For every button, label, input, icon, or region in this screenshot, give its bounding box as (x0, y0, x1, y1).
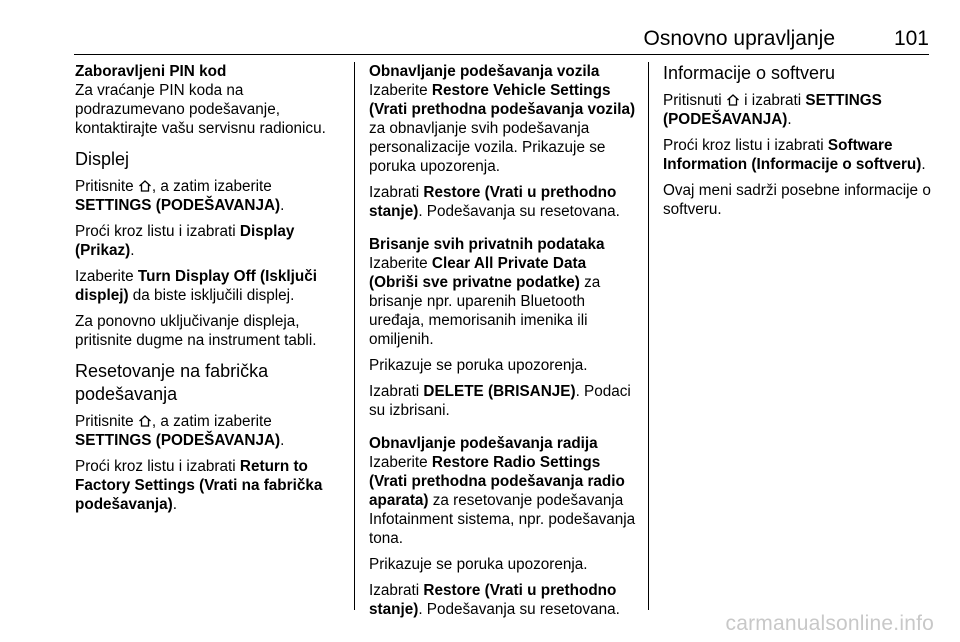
display-paragraph-1: Pritisnite , a zatim izaberite SETTINGS (PODEŠAVANJA). (75, 178, 285, 214)
column-middle (369, 62, 639, 626)
page-header (74, 24, 929, 55)
vehicle-heading: Obnavljanje podešavanja vozila (369, 63, 600, 80)
display-heading: Displej (75, 149, 130, 169)
software-paragraph-2: Proći kroz listu i izabrati Software Information (Informacije o softveru). (663, 137, 926, 173)
column-right (663, 62, 933, 226)
forgot-pin-heading: Zaboravljeni PIN kod (75, 63, 227, 80)
private-data-paragraph-2: Prikazuje se poruka upozorenja. (369, 357, 588, 374)
private-data-heading: Brisanje svih privatnih podataka (369, 236, 605, 253)
home-icon (726, 93, 740, 107)
software-paragraph-3: Ovaj meni sadrži posebne informacije o softveru. (663, 182, 931, 218)
radio-paragraph-2: Prikazuje se poruka upozorenja. (369, 556, 588, 573)
software-paragraph-1: Pritisnuti i izabrati SETTINGS (PODEŠAVANJA). (663, 92, 882, 128)
column-divider-2 (648, 62, 649, 610)
display-paragraph-3: Izaberite Turn Display Off (Isključi displej) da biste isključili displej. (75, 268, 317, 304)
reset-heading: Resetovanje na fabrička podešavanja (75, 361, 269, 404)
reset-paragraph-2: Proći kroz listu i izabrati Return to Factory Settings (Vrati na fabrička podešavanja). (75, 458, 323, 513)
software-heading: Informacije o softveru (663, 63, 836, 83)
column-divider-1 (354, 62, 355, 610)
radio-paragraph-3: Izabrati Restore (Vrati u prethodno stanje). Podešavanja su resetovana. (369, 582, 620, 618)
chapter-title: Osnovno upravljanje (643, 27, 835, 50)
home-icon (138, 179, 152, 193)
display-paragraph-4: Za ponovno uključivanje displeja, pritisnite dugme na instrument tabli. (75, 313, 317, 349)
radio-paragraph-1: Izaberite Restore Radio Settings (Vrati prethodna podešavanja radio aparata) za resetovanje podešavanja Infotainment sistema, npr. podešavanja tona. (369, 454, 636, 547)
radio-heading: Obnavljanje podešavanja radija (369, 435, 598, 452)
watermark: carmanualsonline.info (725, 612, 934, 635)
forgot-pin-text: Za vraćanje PIN koda na podrazumevano podešavanje, kontaktirajte vašu servisnu radionicu. (75, 82, 326, 137)
reset-paragraph-1: Pritisnite , a zatim izaberite SETTINGS (PODEŠAVANJA). (75, 413, 285, 449)
vehicle-paragraph-2: Izabrati Restore (Vrati u prethodno stanje). Podešavanja su resetovana. (369, 184, 620, 220)
home-icon (138, 414, 152, 428)
display-paragraph-2: Proći kroz listu i izabrati Display (Prikaz). (75, 223, 295, 259)
private-data-paragraph-1: Izaberite Clear All Private Data (Obriši sve privatne podatke) za brisanje npr. uparenih Bluetooth uređaja, memorisanih imenika ili omiljenih. (369, 255, 601, 348)
private-data-paragraph-3: Izabrati DELETE (BRISANJE). Podaci su izbrisani. (369, 383, 631, 419)
column-left (75, 62, 345, 521)
page-number: 101 (893, 27, 929, 50)
vehicle-paragraph-1: Izaberite Restore Vehicle Settings (Vrati prethodna podešavanja vozila) za obnavljanje svih podešavanja personalizacije vozila. Prikazuje se poruka upozorenja. (369, 82, 636, 175)
